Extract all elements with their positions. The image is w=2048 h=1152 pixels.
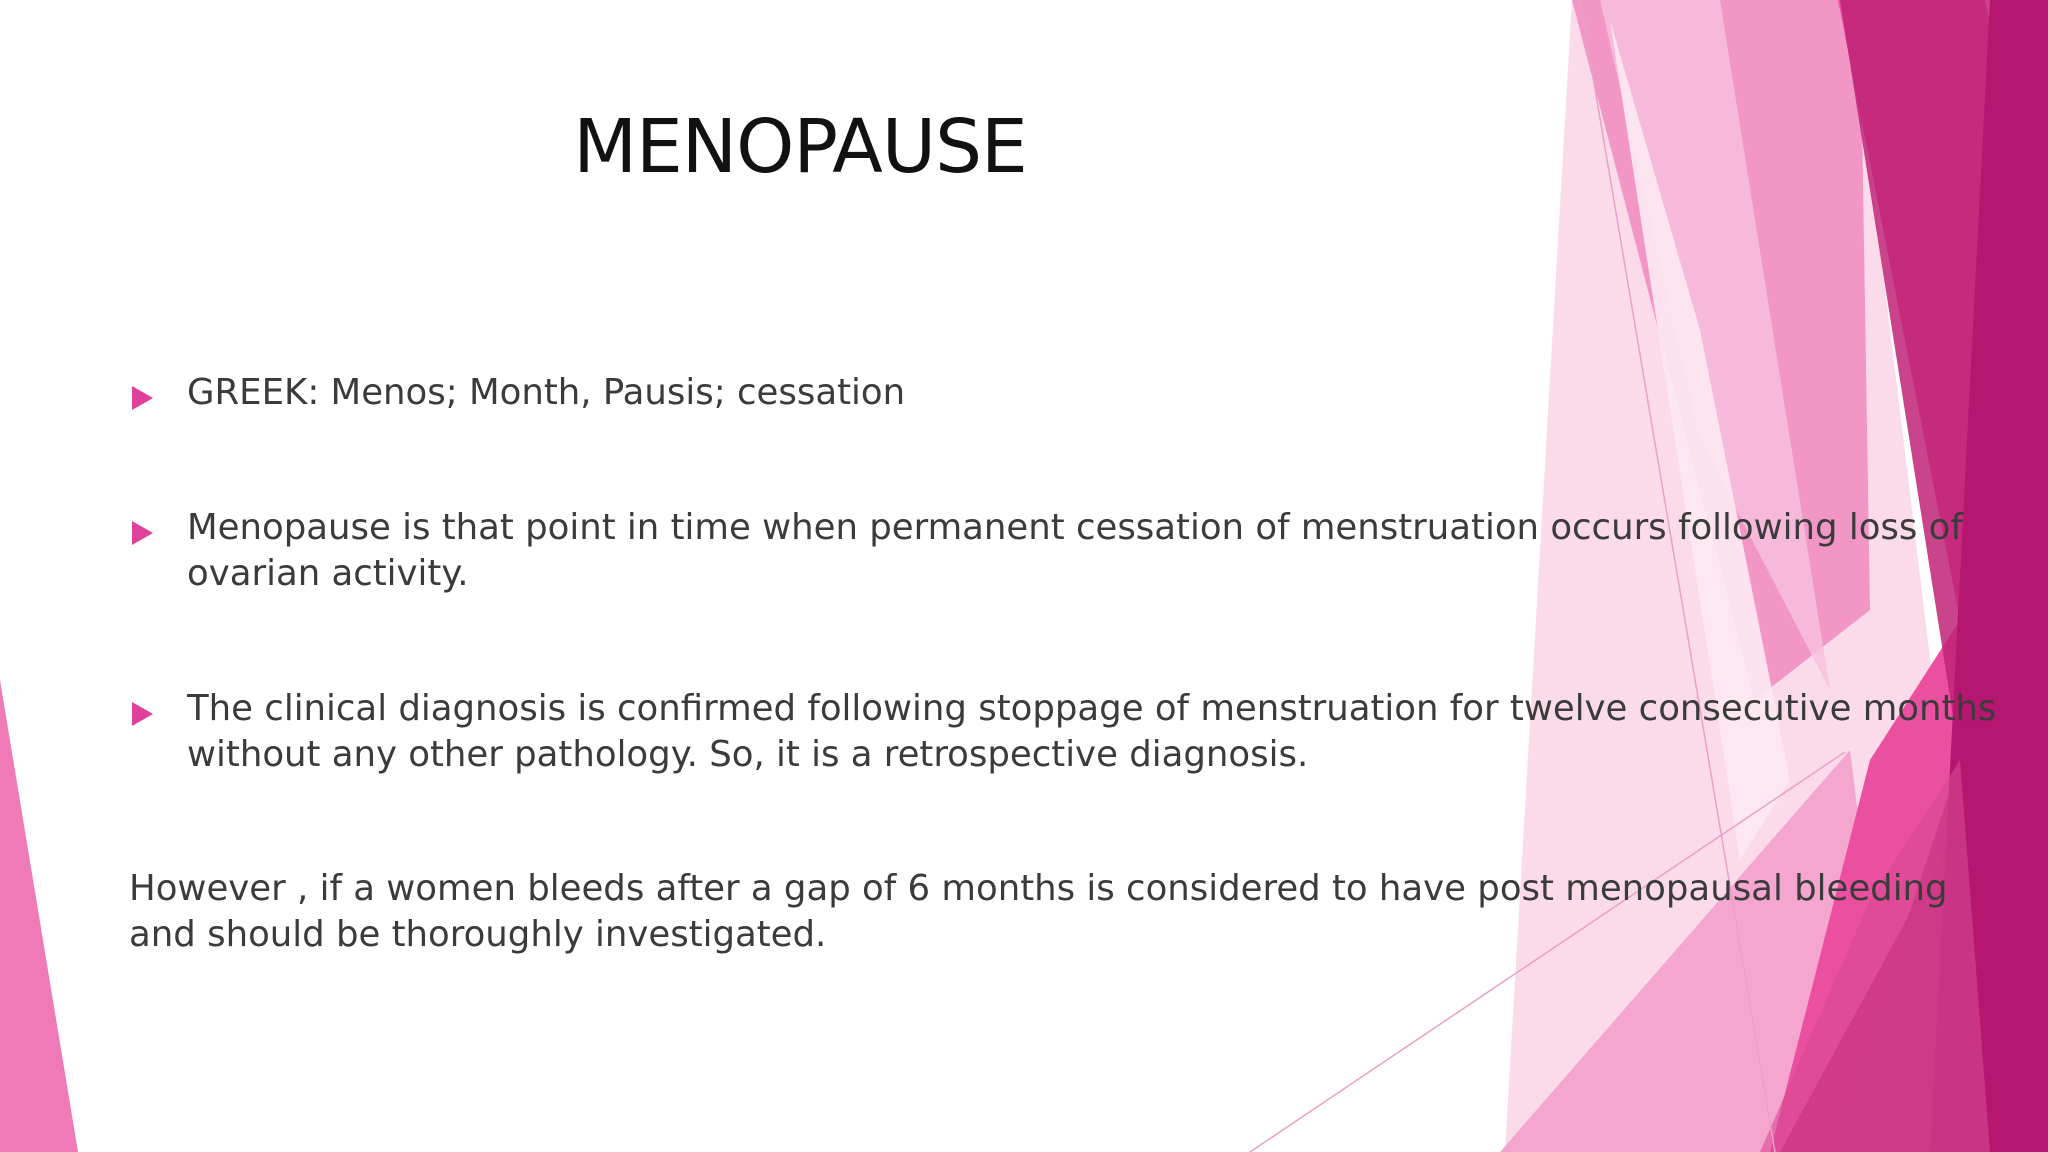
slide-title: MENOPAUSE	[573, 104, 1027, 190]
triangle-bullet-icon	[132, 386, 153, 410]
closing-note: However , if a women bleeds after a gap of 6 months is considered to have post menopausal bleeding and should be thoroughly investigated.	[129, 868, 1948, 955]
triangle-bullet-icon	[132, 521, 153, 545]
bullet-text: Menopause is that point in time when permanent cessation of menstruation occurs following loss of ovarian activity.	[187, 507, 1963, 594]
left-pink-wedge	[0, 680, 78, 1152]
triangle-bullet-icon	[132, 702, 153, 726]
bullet-text: The clinical diagnosis is confirmed following stoppage of menstruation for twelve consecutive months without any other pathology. So, it is a retrospective diagnosis.	[187, 688, 1997, 775]
bullet-text: GREEK: Menos; Month, Pausis; cessation	[187, 372, 906, 413]
